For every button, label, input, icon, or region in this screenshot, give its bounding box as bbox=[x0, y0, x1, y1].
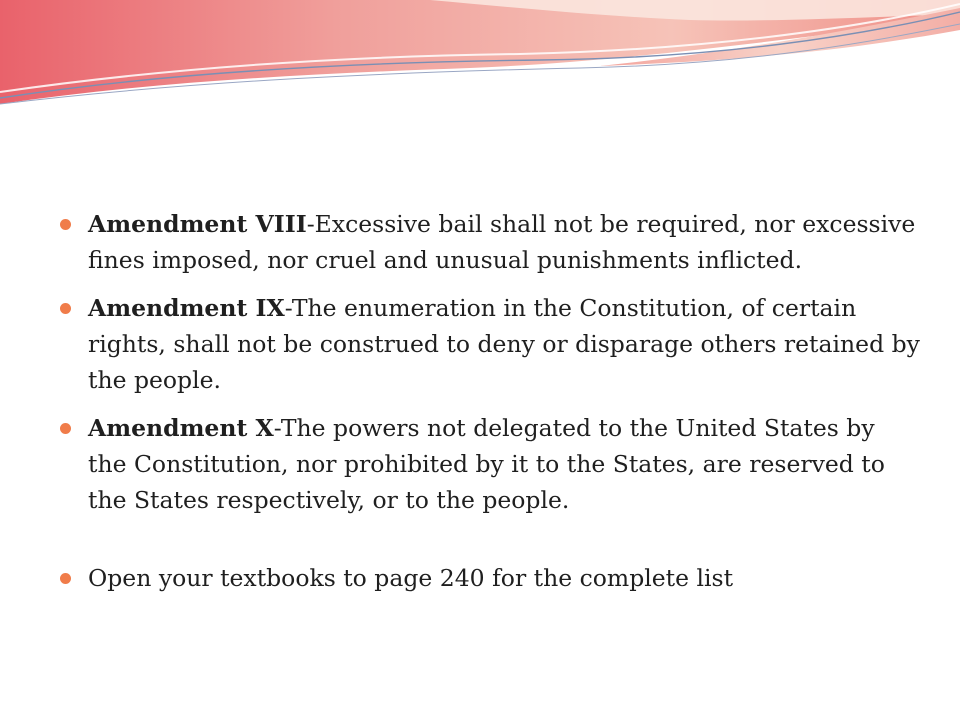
amendment-separator: - bbox=[306, 210, 315, 238]
content-area bbox=[60, 206, 920, 608]
bullet-dot-icon bbox=[60, 423, 71, 434]
amendment-separator: - bbox=[273, 414, 281, 442]
bullet-dot-icon bbox=[60, 573, 71, 584]
amendment-text: The enumeration in the Constitution, of certain rights, shall not be construed to deny or disparage others retained by the people. bbox=[88, 294, 920, 394]
amendment-text: The powers not delegated to the United States by the Constitution, nor prohibited by it to the States, are reserved to the States respectively, or to the people. bbox=[88, 414, 885, 514]
amendment-separator: - bbox=[284, 294, 292, 322]
bullet-dot-icon bbox=[60, 303, 71, 314]
bullet-list bbox=[60, 206, 920, 596]
amendment-text: Excessive bail shall not be required, nor excessive fines imposed, nor cruel and unusual punishments inflicted. bbox=[88, 210, 916, 274]
amendment-title: Amendment X bbox=[88, 414, 274, 442]
bullet-amendment-x bbox=[60, 410, 920, 518]
bullet-textbook-note bbox=[60, 560, 920, 596]
bullet-spacer bbox=[60, 530, 920, 560]
header-wave-decoration bbox=[0, 0, 960, 130]
amendment-title: Amendment VIII bbox=[88, 210, 307, 238]
bullet-amendment-viii bbox=[60, 206, 920, 278]
textbook-note-text: Open your textbooks to page 240 for the complete list bbox=[88, 564, 734, 592]
bullet-dot-icon bbox=[60, 219, 71, 230]
bullet-amendment-ix bbox=[60, 290, 920, 398]
amendment-title: Amendment IX bbox=[88, 294, 285, 322]
